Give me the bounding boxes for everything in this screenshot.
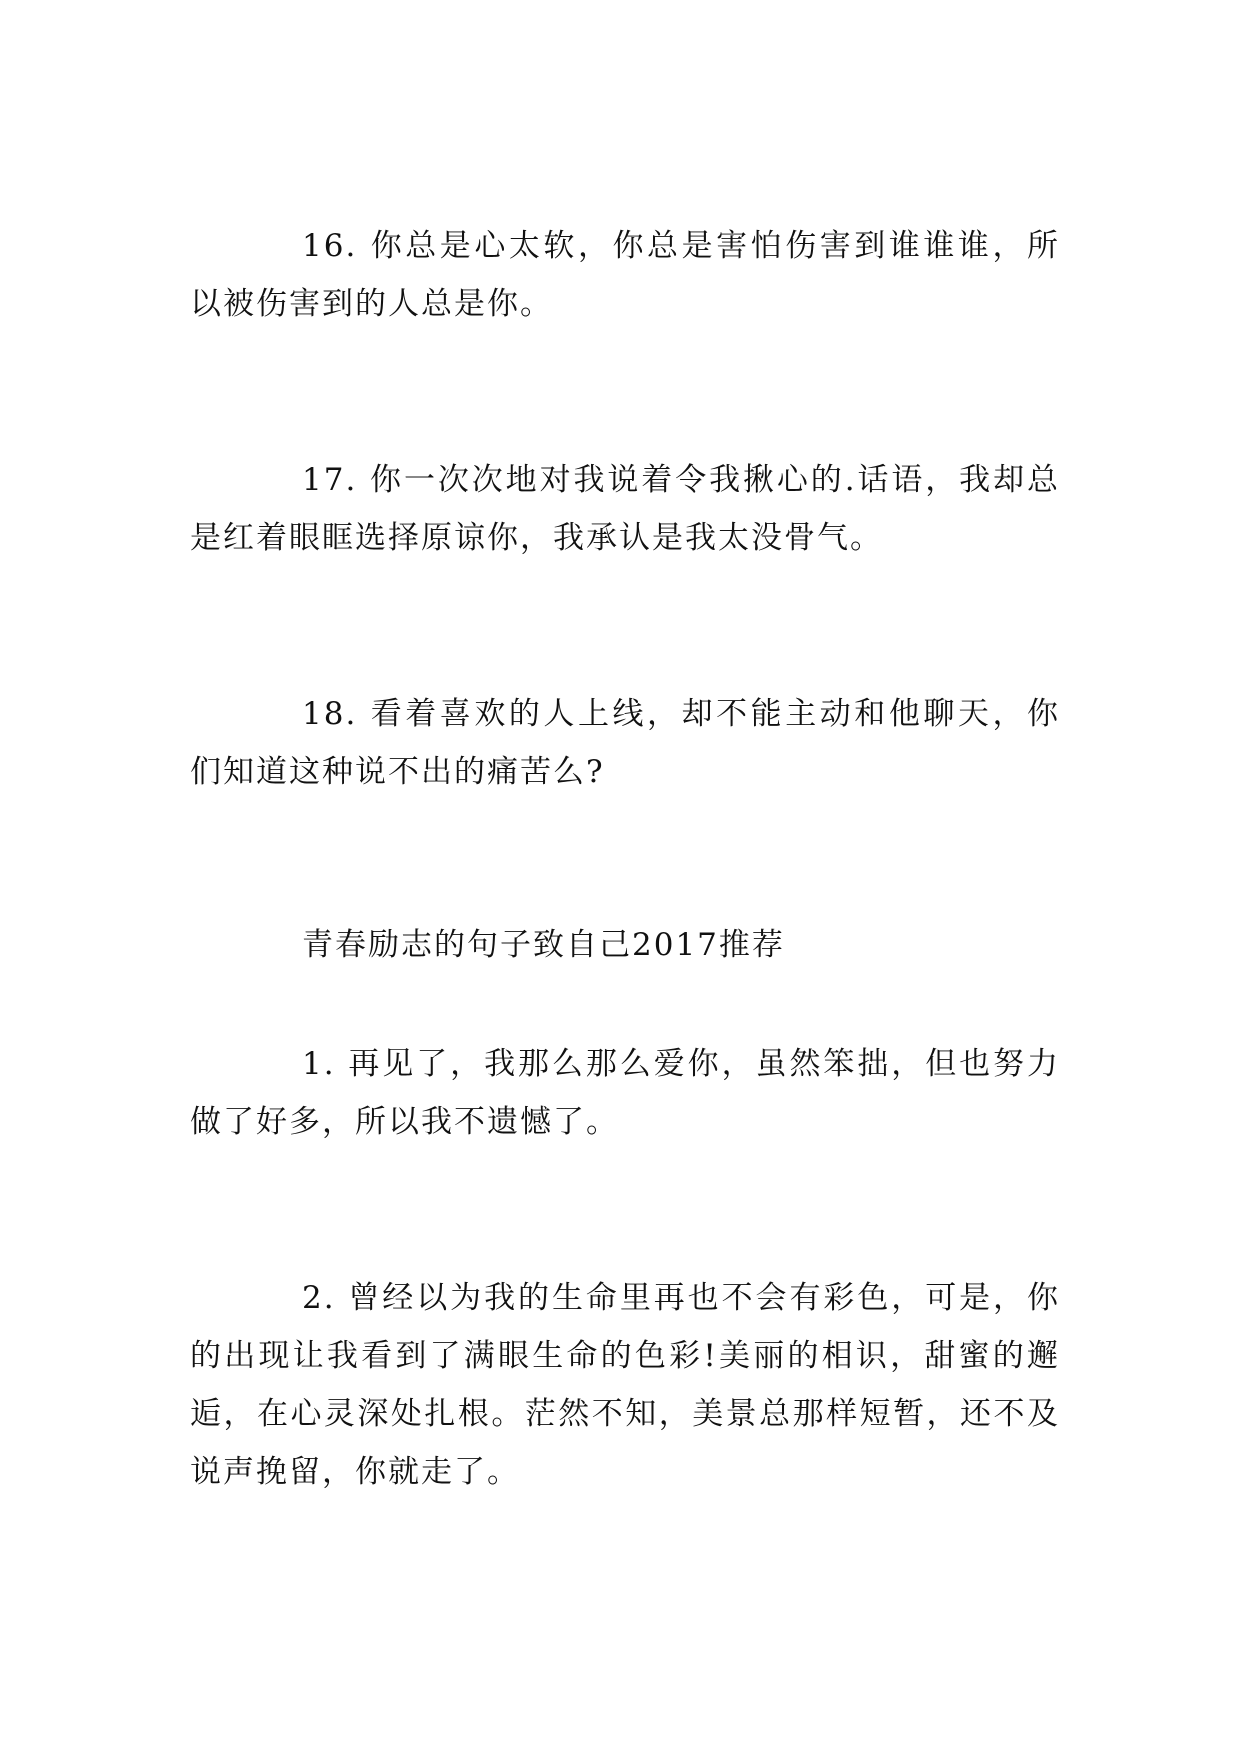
- paragraph-17: 17. 你一次次地对我说着令我揪心的.话语，我却总是红着眼眶选择原谅你，我承认是我太没骨气。: [190, 462, 1060, 556]
- paragraph-1: 1. 再见了，我那么那么爱你，虽然笨拙，但也努力做了好多，所以我不遗憾了。: [190, 1046, 1060, 1140]
- section-heading: 青春励志的句子致自己2017推荐: [302, 927, 785, 963]
- paragraph-16: 16. 你总是心太软，你总是害怕伤害到谁谁谁，所以被伤害到的人总是你。: [190, 228, 1060, 322]
- paragraph-2: 2. 曾经以为我的生命里再也不会有彩色，可是，你的出现让我看到了满眼生命的色彩!美丽的相识，甜蜜的邂逅，在心灵深处扎根。茫然不知，美景总那样短暂，还不及说声挽留，你就走了。: [190, 1280, 1060, 1490]
- paragraph-18: 18. 看着喜欢的人上线，却不能主动和他聊天，你们知道这种说不出的痛苦么?: [190, 696, 1060, 790]
